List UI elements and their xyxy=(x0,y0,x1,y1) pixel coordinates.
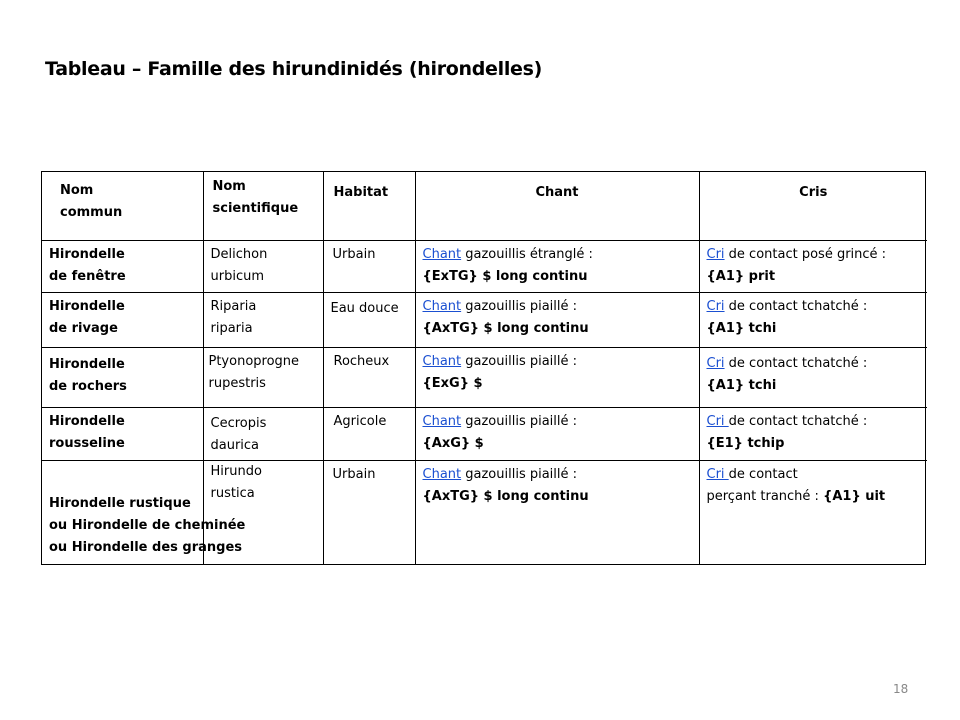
page-number: 18 xyxy=(893,682,909,696)
sci-line1: Riparia xyxy=(210,298,257,314)
cell-scientific-name xyxy=(203,407,323,460)
chant-link[interactable]: Chant xyxy=(422,413,462,429)
cri-description-line2: perçant tranché : xyxy=(706,488,824,504)
chant-description: gazouillis piaillé : xyxy=(461,298,578,314)
cell-common-name xyxy=(42,347,203,407)
chant-description: gazouillis étranglé : xyxy=(461,246,593,262)
sci-line1: Hirundo xyxy=(210,463,262,479)
cri-link[interactable]: Cri xyxy=(706,413,729,429)
common-line2: de fenêtre xyxy=(49,268,126,284)
cell-habitat: Urbain xyxy=(323,240,415,292)
cri-notation: {A1} tchi xyxy=(706,320,777,336)
cri-description: de contact tchatché : xyxy=(724,298,868,314)
header-common-name xyxy=(42,172,203,240)
chant-description: gazouillis piaillé : xyxy=(461,353,578,369)
table-row xyxy=(42,407,927,460)
common-line2: de rochers xyxy=(49,378,127,394)
cell-cris xyxy=(699,407,927,460)
table-row xyxy=(42,240,927,292)
chant-notation: {AxTG} $ long continu xyxy=(422,488,589,504)
cell-chant xyxy=(415,347,699,407)
sci-line2: riparia xyxy=(210,320,253,336)
common-line2: rousseline xyxy=(49,435,125,451)
cell-cris xyxy=(699,347,927,407)
cell-chant xyxy=(415,240,699,292)
cell-cris xyxy=(699,460,927,564)
chant-notation: {ExG} $ xyxy=(422,375,483,391)
table-row xyxy=(42,292,927,347)
common-line2: de rivage xyxy=(49,320,118,336)
sci-line1: Delichon xyxy=(210,246,268,262)
cell-cris xyxy=(699,292,927,347)
cell-cris xyxy=(699,240,927,292)
cri-link[interactable]: Cri xyxy=(706,246,725,262)
chant-notation: {AxTG} $ long continu xyxy=(422,320,589,336)
sci-line1: Ptyonoprogne xyxy=(208,353,300,369)
common-line1: Hirondelle xyxy=(49,246,125,262)
header-cris: Cris xyxy=(699,172,927,240)
header-sci-line2: scientifique xyxy=(212,201,299,216)
page-title: Tableau – Famille des hirundinidés (hirondelles) xyxy=(45,58,543,80)
cri-description: de contact posé grincé : xyxy=(724,246,887,262)
chant-link[interactable]: Chant xyxy=(422,353,462,369)
common-line1: Hirondelle xyxy=(49,298,125,314)
header-scientific-name xyxy=(203,172,323,240)
common-line1: Hirondelle xyxy=(49,413,125,429)
chant-link[interactable]: Chant xyxy=(422,298,462,314)
sci-line2: rupestris xyxy=(208,375,266,391)
cell-habitat: Eau douce xyxy=(323,292,415,347)
cri-notation: {A1} uit xyxy=(823,488,886,504)
common-line3: ou Hirondelle des granges xyxy=(49,539,243,555)
cri-notation: {A1} prit xyxy=(706,268,776,284)
sci-line2: daurica xyxy=(210,437,260,453)
cell-chant xyxy=(415,460,699,564)
cell-scientific-name xyxy=(203,292,323,347)
common-line1: Hirondelle xyxy=(49,356,125,372)
chant-notation: {AxG} $ xyxy=(422,435,484,451)
cell-scientific-name xyxy=(203,347,323,407)
cell-chant xyxy=(415,407,699,460)
chant-description: gazouillis piaillé : xyxy=(461,466,578,482)
sci-line2: urbicum xyxy=(210,268,264,284)
table-row xyxy=(42,347,927,407)
species-table xyxy=(41,171,926,565)
common-line1: Hirondelle rustique xyxy=(49,495,191,511)
sci-line1: Cecropis xyxy=(210,415,267,431)
header-common-line1: Nom xyxy=(60,183,94,198)
cell-habitat: Agricole xyxy=(323,407,415,460)
cell-habitat: Urbain xyxy=(323,460,415,564)
cri-description: de contact tchatché : xyxy=(728,413,868,429)
cri-description: de contact tchatché : xyxy=(724,355,868,371)
cri-description: de contact xyxy=(728,466,798,482)
cell-chant xyxy=(415,292,699,347)
chant-notation: {ExTG} $ long continu xyxy=(422,268,588,284)
chant-link[interactable]: Chant xyxy=(422,466,462,482)
chant-description: gazouillis piaillé : xyxy=(461,413,578,429)
header-sci-line1: Nom xyxy=(212,179,246,194)
cri-notation: {A1} tchi xyxy=(706,377,777,393)
cell-common-name xyxy=(42,407,203,460)
header-chant: Chant xyxy=(415,172,699,240)
chant-link[interactable]: Chant xyxy=(422,246,462,262)
cri-notation: {E1} tchip xyxy=(706,435,785,451)
table-row xyxy=(42,460,927,564)
cri-link[interactable]: Cri xyxy=(706,466,729,482)
cell-common-name xyxy=(42,240,203,292)
cell-scientific-name xyxy=(203,240,323,292)
cell-habitat: Rocheux xyxy=(323,347,415,407)
cri-link[interactable]: Cri xyxy=(706,298,725,314)
common-line2: ou Hirondelle de cheminée xyxy=(49,517,246,533)
header-habitat: Habitat xyxy=(323,172,415,240)
header-common-line2: commun xyxy=(60,205,123,220)
sci-line2: rustica xyxy=(210,485,255,501)
common-name-overflow xyxy=(49,493,245,559)
cri-link[interactable]: Cri xyxy=(706,355,725,371)
cell-common-name xyxy=(42,292,203,347)
header-row xyxy=(42,172,927,240)
